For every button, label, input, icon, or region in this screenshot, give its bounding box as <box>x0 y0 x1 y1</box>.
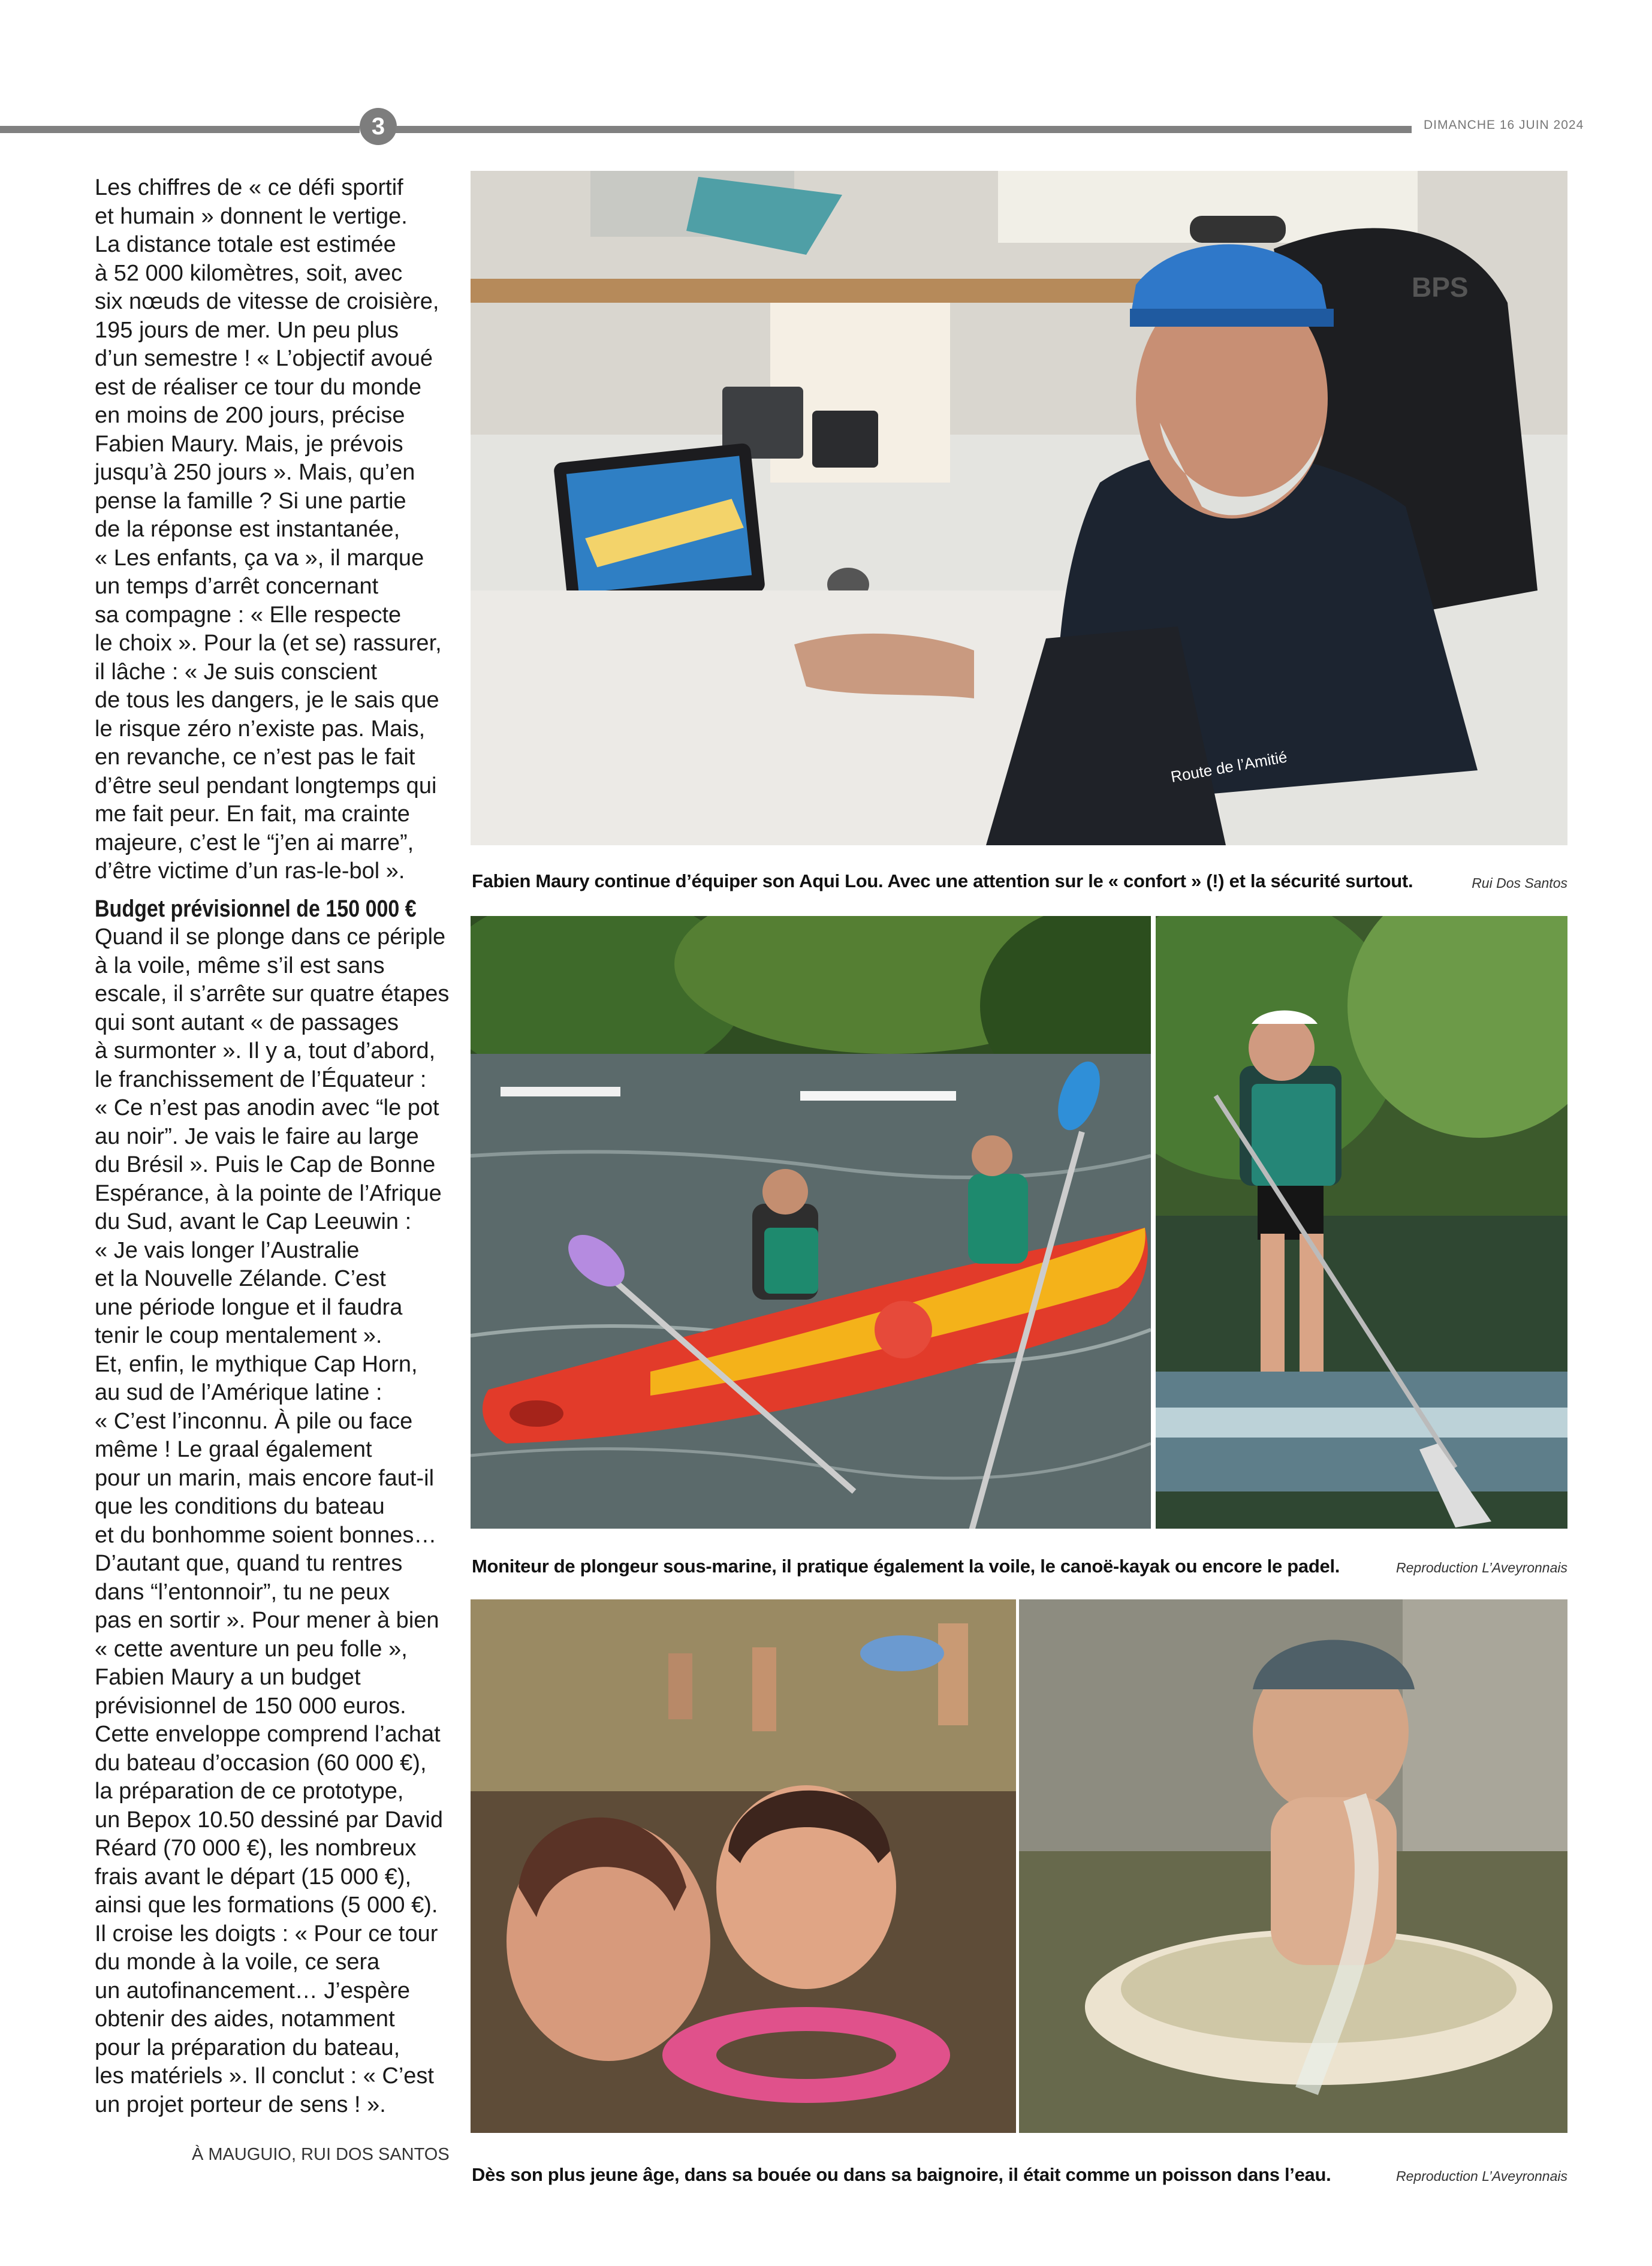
article-column <box>95 174 454 2119</box>
header-rule-left <box>0 126 360 133</box>
article-line: obtenir des aides, notamment <box>95 2006 395 2032</box>
photo-childhood-bath <box>1019 1599 1567 2133</box>
article-line: un temps d’arrêt concernant <box>95 574 379 599</box>
article-line: le risque zéro n’existe pas. Mais, <box>95 716 426 742</box>
photo-kayak <box>471 916 1151 1529</box>
article-line: dans “l’entonnoir”, tu ne peux <box>95 1579 390 1605</box>
article-line: Quand il se plonge dans ce périple <box>95 924 446 950</box>
photo1-credit: Rui Dos Santos <box>1472 875 1567 891</box>
article-line: et du bonhomme soient bonnes… <box>95 1522 437 1548</box>
byline-signature: À MAUGUIO, RUI DOS SANTOS <box>192 2145 450 2164</box>
article-line: ainsi que les formations (5 000 €). <box>95 1893 438 1918</box>
photo-paddle <box>1156 916 1567 1529</box>
article-line: « Ce n’est pas anodin avec “le pot <box>95 1095 439 1120</box>
article-line: « C’est l’inconnu. À pile ou face <box>95 1408 413 1434</box>
article-line: d’être seul pendant longtemps qui <box>95 773 437 798</box>
photo1-caption: Fabien Maury continue d’équiper son Aqui Lou. Avec une attention sur le « confort » (!) et la sécurité surtout. <box>472 870 1413 891</box>
article-line: de la réponse est instantanée, <box>95 517 400 542</box>
article-line: que les conditions du bateau <box>95 1494 385 1519</box>
article-line: au sud de l’Amérique latine : <box>95 1380 382 1405</box>
article-line: pour un marin, mais encore faut-il <box>95 1465 435 1491</box>
article-line: et la Nouvelle Zélande. C’est <box>95 1266 386 1291</box>
article-line: d’être victime d’un ras-le-bol ». <box>95 858 405 884</box>
article-paragraph-2 <box>95 923 454 2119</box>
article-line: qui sont autant « de passages <box>95 1010 399 1035</box>
article-line: à surmonter ». Il y a, tout d’abord, <box>95 1038 436 1063</box>
article-line: du monde à la voile, ce sera <box>95 1949 380 1975</box>
article-line: Espérance, à la pointe de l’Afrique <box>95 1180 442 1206</box>
article-line: Les chiffres de « ce défi sportif <box>95 175 403 200</box>
article-line: La distance totale est estimée <box>95 232 396 257</box>
photo2-caption: Moniteur de plongeur sous-marine, il pratique également la voile, le canoë-kayak ou encore le padel. <box>472 1556 1340 1577</box>
article-line: à 52 000 kilomètres, soit, avec <box>95 260 403 286</box>
article-line: une période longue et il faudra <box>95 1294 403 1320</box>
article-line: du Brésil ». Puis le Cap de Bonne <box>95 1152 436 1177</box>
article-line: est de réaliser ce tour du monde <box>95 374 421 400</box>
article-line: frais avant le départ (15 000 €), <box>95 1864 412 1890</box>
article-line: la préparation de ce prototype, <box>95 1779 404 1804</box>
article-line: tenir le coup mentalement ». <box>95 1323 382 1348</box>
article-line: les matériels ». Il conclut : « C’est <box>95 2063 434 2089</box>
article-line: le choix ». Pour la (et se) rassurer, <box>95 631 442 656</box>
article-line: « cette aventure un peu folle », <box>95 1636 408 1662</box>
article-line: jusqu’à 250 jours ». Mais, qu’en <box>95 460 415 485</box>
article-line: au noir”. Je vais le faire au large <box>95 1123 419 1149</box>
article-line: D’autant que, quand tu rentres <box>95 1551 403 1576</box>
article-line: « Je vais longer l’Australie <box>95 1237 360 1263</box>
article-line: pour la préparation du bateau, <box>95 2035 400 2060</box>
article-line: majeure, c’est le “j’en ai marre”, <box>95 830 414 855</box>
article-line: un autofinancement… J’espère <box>95 1978 410 2003</box>
photo3-credit: Reproduction L’Aveyronnais <box>1396 2168 1567 2184</box>
photo-chart-table <box>471 171 1567 845</box>
article-line: un projet porteur de sens ! ». <box>95 2092 386 2117</box>
article-line: « Les enfants, ça va », il marque <box>95 545 424 571</box>
article-line: en moins de 200 jours, précise <box>95 403 405 428</box>
article-line: à la voile, même s’il est sans <box>95 953 385 978</box>
article-line: du Sud, avant le Cap Leeuwin : <box>95 1209 412 1234</box>
article-line: le franchissement de l’Équateur : <box>95 1066 427 1092</box>
article-line: pense la famille ? Si une partie <box>95 488 406 514</box>
article-line: 195 jours de mer. Un peu plus <box>95 317 399 343</box>
article-line: d’un semestre ! « L’objectif avoué <box>95 346 433 371</box>
article-line: Fabien Maury a un budget <box>95 1665 361 1690</box>
article-line: Il croise les doigts : « Pour ce tour <box>95 1921 438 1946</box>
article-line: me fait peur. En fait, ma crainte <box>95 801 410 827</box>
article-subhead: Budget prévisionnel de 150 000 € <box>95 895 417 922</box>
article-line: même ! Le graal également <box>95 1437 372 1462</box>
article-line: et humain » donnent le vertige. <box>95 203 408 229</box>
seat-brand-text: BPS <box>1412 272 1469 303</box>
article-line: pas en sortir ». Pour mener à bien <box>95 1608 439 1633</box>
photo3-caption: Dès son plus jeune âge, dans sa bouée ou dans sa baignoire, il était comme un poisson dans l’eau. <box>472 2164 1331 2185</box>
article-line: sa compagne : « Elle respecte <box>95 602 402 628</box>
photo2-credit: Reproduction L’Aveyronnais <box>1396 1560 1567 1575</box>
article-paragraph-1 <box>95 174 454 886</box>
article-line: six nœuds de vitesse de croisière, <box>95 289 439 314</box>
photo-childhood-buoy <box>471 1599 1016 2133</box>
article-line: Réard (70 000 €), les nombreux <box>95 1836 417 1861</box>
page-number-badge: 3 <box>360 108 397 145</box>
article-line: de tous les dangers, je le sais que <box>95 688 439 713</box>
article-line: prévisionnel de 150 000 euros. <box>95 1693 406 1719</box>
article-line: en revanche, ce n’est pas le fait <box>95 745 415 770</box>
header-rule-right <box>396 126 1412 133</box>
issue-date: DIMANCHE 16 JUIN 2024 <box>1424 118 1584 132</box>
article-line: Cette enveloppe comprend l’achat <box>95 1722 441 1747</box>
shirt-logo-text: Route de l’Amitié <box>1169 748 1289 786</box>
article-line: il lâche : « Je suis conscient <box>95 659 378 685</box>
article-line: un Bepox 10.50 dessiné par David <box>95 1807 443 1833</box>
article-line: Et, enfin, le mythique Cap Horn, <box>95 1351 418 1377</box>
article-line: escale, il s’arrête sur quatre étapes <box>95 981 450 1007</box>
article-line: du bateau d’occasion (60 000 €), <box>95 1750 427 1776</box>
article-line: Fabien Maury. Mais, je prévois <box>95 431 403 457</box>
